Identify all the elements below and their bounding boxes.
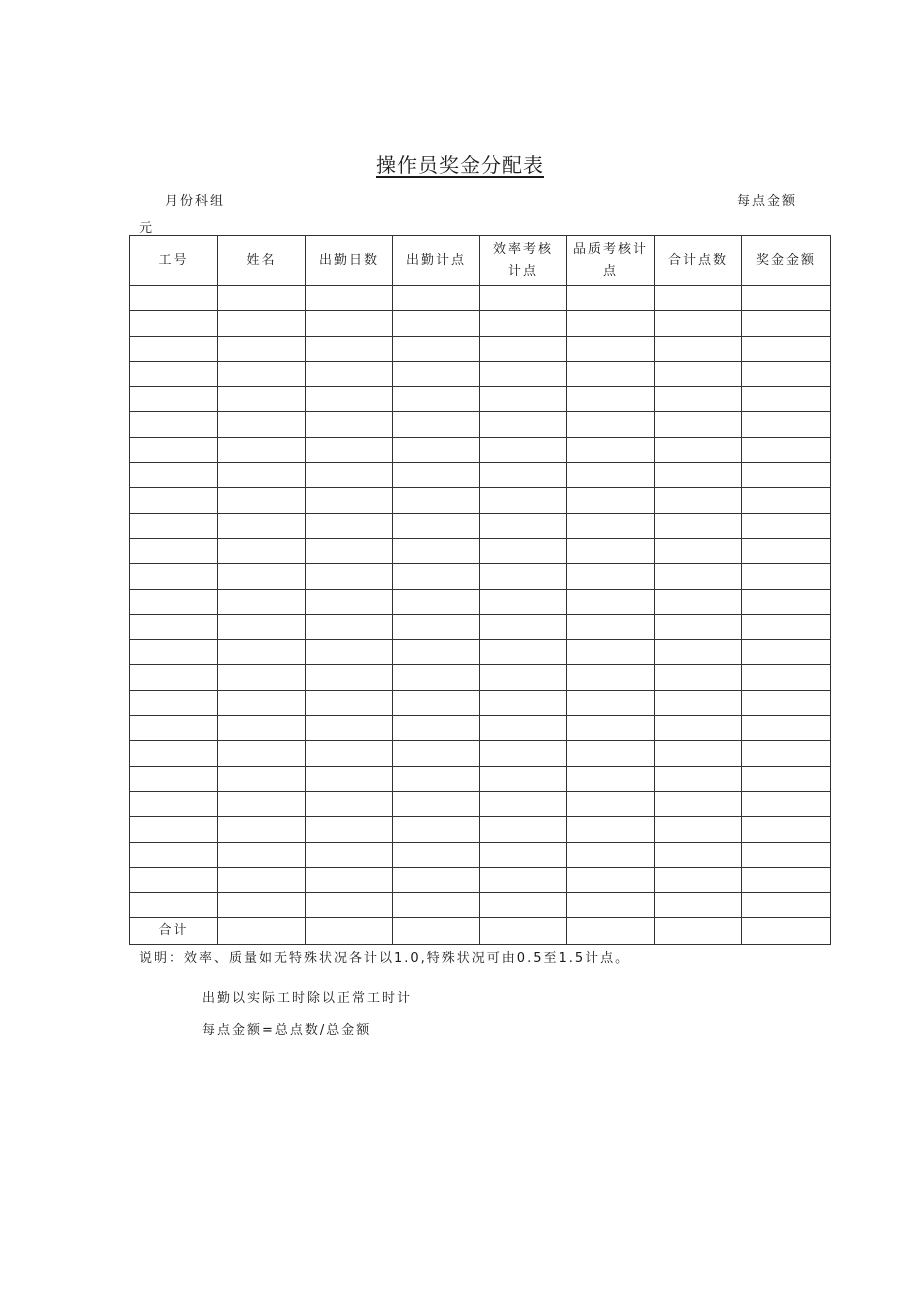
header-attendance-days: 出勤日数: [306, 236, 393, 286]
table-cell[interactable]: [655, 791, 742, 816]
table-cell[interactable]: [567, 361, 655, 386]
table-cell[interactable]: [480, 716, 567, 741]
table-cell[interactable]: [567, 918, 655, 945]
table-cell[interactable]: [218, 716, 306, 741]
table-cell[interactable]: [567, 488, 655, 513]
table-cell[interactable]: [742, 463, 831, 488]
table-cell[interactable]: [130, 614, 218, 639]
table-cell[interactable]: [393, 665, 480, 690]
table-cell[interactable]: [655, 614, 742, 639]
table-cell[interactable]: [567, 614, 655, 639]
table-cell[interactable]: [655, 437, 742, 462]
table-cell[interactable]: [130, 741, 218, 766]
month-group-label: 月份科组: [165, 194, 226, 209]
table-cell[interactable]: [306, 640, 393, 665]
table-cell[interactable]: [742, 614, 831, 639]
table-row: [130, 538, 831, 563]
table-cell[interactable]: [480, 817, 567, 842]
table-row: [130, 614, 831, 639]
table-cell[interactable]: [393, 589, 480, 614]
unit-label: 元: [139, 221, 155, 236]
table-cell[interactable]: [130, 640, 218, 665]
table-cell[interactable]: [655, 589, 742, 614]
table-cell[interactable]: [306, 817, 393, 842]
table-cell[interactable]: [218, 867, 306, 892]
table-cell[interactable]: [218, 463, 306, 488]
table-cell[interactable]: [130, 791, 218, 816]
header-quality-points: 品质考核计点: [567, 236, 655, 286]
table-cell[interactable]: [130, 513, 218, 538]
table-cell[interactable]: [480, 361, 567, 386]
table-cell[interactable]: [567, 286, 655, 311]
table-cell[interactable]: [393, 614, 480, 639]
table-cell[interactable]: [130, 665, 218, 690]
table-cell[interactable]: [130, 690, 218, 715]
table-cell[interactable]: [306, 361, 393, 386]
table-cell[interactable]: [655, 665, 742, 690]
table-cell[interactable]: [742, 640, 831, 665]
table-cell[interactable]: [567, 412, 655, 437]
table-cell[interactable]: [218, 817, 306, 842]
table-row: [130, 437, 831, 462]
table-cell[interactable]: [567, 665, 655, 690]
table-cell[interactable]: [306, 665, 393, 690]
table-cell[interactable]: [130, 564, 218, 589]
table-cell[interactable]: [130, 387, 218, 412]
table-cell[interactable]: [130, 336, 218, 361]
table-cell[interactable]: [393, 842, 480, 867]
table-cell[interactable]: [655, 488, 742, 513]
table-cell[interactable]: [393, 867, 480, 892]
table-cell[interactable]: [480, 766, 567, 791]
table-cell[interactable]: [655, 716, 742, 741]
table-row: [130, 741, 831, 766]
table-cell[interactable]: [130, 893, 218, 918]
table-cell[interactable]: [306, 791, 393, 816]
table-cell[interactable]: [306, 488, 393, 513]
table-cell[interactable]: [655, 640, 742, 665]
table-cell[interactable]: [742, 791, 831, 816]
header-bonus-amount: 奖金金额: [742, 236, 831, 286]
table-cell[interactable]: [655, 918, 742, 945]
table-cell[interactable]: [393, 893, 480, 918]
table-cell[interactable]: [130, 538, 218, 563]
table-cell[interactable]: [742, 690, 831, 715]
table-cell[interactable]: [742, 741, 831, 766]
note-line-2: 出勤以实际工时除以正常工时计: [202, 991, 413, 1006]
table-cell[interactable]: [393, 412, 480, 437]
table-cell[interactable]: [742, 564, 831, 589]
table-cell[interactable]: [480, 463, 567, 488]
table-cell[interactable]: [393, 918, 480, 945]
table-cell[interactable]: [218, 564, 306, 589]
table-cell[interactable]: [130, 463, 218, 488]
table-cell[interactable]: [742, 286, 831, 311]
table-cell[interactable]: [130, 766, 218, 791]
table-cell[interactable]: [655, 538, 742, 563]
table-cell[interactable]: [393, 336, 480, 361]
table-cell[interactable]: [567, 817, 655, 842]
table-cell[interactable]: [306, 513, 393, 538]
table-row: [130, 488, 831, 513]
table-cell[interactable]: [480, 311, 567, 336]
table-cell[interactable]: [655, 690, 742, 715]
table-cell[interactable]: [393, 488, 480, 513]
table-cell[interactable]: [567, 791, 655, 816]
table-row: [130, 311, 831, 336]
table-cell[interactable]: [742, 665, 831, 690]
table-cell[interactable]: [742, 488, 831, 513]
table-cell[interactable]: [393, 741, 480, 766]
table-cell[interactable]: [742, 589, 831, 614]
table-cell[interactable]: [218, 589, 306, 614]
table-cell[interactable]: [306, 918, 393, 945]
table-cell[interactable]: [306, 589, 393, 614]
table-cell[interactable]: [480, 640, 567, 665]
header-total-points: 合计点数: [655, 236, 742, 286]
table-cell[interactable]: [218, 741, 306, 766]
table-row: [130, 336, 831, 361]
table-cell[interactable]: [655, 513, 742, 538]
table-cell[interactable]: [393, 387, 480, 412]
table-cell[interactable]: [567, 690, 655, 715]
table-cell[interactable]: [742, 538, 831, 563]
table-cell[interactable]: [218, 361, 306, 386]
table-cell[interactable]: [655, 463, 742, 488]
total-label: 合计: [130, 918, 218, 945]
table-cell[interactable]: [567, 336, 655, 361]
table-cell[interactable]: [218, 665, 306, 690]
table-cell[interactable]: [480, 741, 567, 766]
table-cell[interactable]: [567, 842, 655, 867]
table-cell[interactable]: [655, 817, 742, 842]
table-cell[interactable]: [655, 361, 742, 386]
table-cell[interactable]: [218, 311, 306, 336]
table-cell[interactable]: [480, 336, 567, 361]
table-cell[interactable]: [742, 766, 831, 791]
table-cell[interactable]: [218, 690, 306, 715]
table-cell[interactable]: [742, 412, 831, 437]
table-cell[interactable]: [480, 665, 567, 690]
table-cell[interactable]: [480, 387, 567, 412]
table-cell[interactable]: [218, 791, 306, 816]
table-cell[interactable]: [393, 311, 480, 336]
table-row: [130, 387, 831, 412]
table-row: [130, 842, 831, 867]
table-cell[interactable]: [306, 286, 393, 311]
table-cell[interactable]: [393, 766, 480, 791]
table-cell[interactable]: [306, 741, 393, 766]
table-cell[interactable]: [218, 387, 306, 412]
table-cell[interactable]: [393, 817, 480, 842]
table-cell[interactable]: [655, 893, 742, 918]
table-row: [130, 286, 831, 311]
table-cell[interactable]: [567, 564, 655, 589]
table-cell[interactable]: [306, 766, 393, 791]
table-cell[interactable]: [742, 918, 831, 945]
table-row: [130, 791, 831, 816]
table-cell[interactable]: [655, 766, 742, 791]
table-cell[interactable]: [218, 336, 306, 361]
table-row: [130, 589, 831, 614]
table-cell[interactable]: [655, 867, 742, 892]
table-row: [130, 513, 831, 538]
header-attendance-points: 出勤计点: [393, 236, 480, 286]
table-cell[interactable]: [655, 842, 742, 867]
table-cell[interactable]: [480, 538, 567, 563]
table-cell[interactable]: [218, 286, 306, 311]
table-cell[interactable]: [393, 361, 480, 386]
table-cell[interactable]: [742, 437, 831, 462]
table-cell[interactable]: [130, 437, 218, 462]
table-cell[interactable]: [567, 387, 655, 412]
table-cell[interactable]: [480, 589, 567, 614]
table-cell[interactable]: [655, 387, 742, 412]
table-cell[interactable]: [567, 716, 655, 741]
table-cell[interactable]: [218, 893, 306, 918]
table-cell[interactable]: [480, 842, 567, 867]
note-line-1: 说明：效率、质量如无特殊状况各计以1.0,特殊状况可由0.5至1.5计点。: [139, 951, 631, 966]
table-cell[interactable]: [567, 463, 655, 488]
table-cell[interactable]: [393, 716, 480, 741]
table-cell[interactable]: [306, 614, 393, 639]
table-cell[interactable]: [306, 564, 393, 589]
table-cell[interactable]: [306, 716, 393, 741]
table-cell[interactable]: [393, 640, 480, 665]
table-cell[interactable]: [306, 690, 393, 715]
table-cell[interactable]: [130, 716, 218, 741]
table-row: [130, 463, 831, 488]
table-cell[interactable]: [130, 361, 218, 386]
table-cell[interactable]: [130, 867, 218, 892]
table-body: [130, 286, 831, 918]
table-cell[interactable]: [742, 716, 831, 741]
table-row: [130, 412, 831, 437]
table-cell[interactable]: [480, 867, 567, 892]
table-row: [130, 893, 831, 918]
table-cell[interactable]: [655, 336, 742, 361]
table-row: [130, 817, 831, 842]
table-cell[interactable]: [130, 589, 218, 614]
table-cell[interactable]: [306, 437, 393, 462]
table-cell[interactable]: [218, 513, 306, 538]
table-cell[interactable]: [218, 640, 306, 665]
table-cell[interactable]: [655, 564, 742, 589]
table-row: [130, 766, 831, 791]
table-cell[interactable]: [567, 766, 655, 791]
table-cell[interactable]: [130, 286, 218, 311]
table-cell[interactable]: [480, 791, 567, 816]
table-cell[interactable]: [218, 842, 306, 867]
table-total-row: [130, 918, 831, 945]
table-cell[interactable]: [567, 538, 655, 563]
table-cell[interactable]: [567, 867, 655, 892]
table-cell[interactable]: [567, 893, 655, 918]
table-cell[interactable]: [393, 791, 480, 816]
table-cell[interactable]: [306, 412, 393, 437]
table-cell[interactable]: [218, 412, 306, 437]
table-cell[interactable]: [306, 893, 393, 918]
table-cell[interactable]: [480, 488, 567, 513]
table-cell[interactable]: [218, 614, 306, 639]
table-cell[interactable]: [393, 538, 480, 563]
table-cell[interactable]: [655, 286, 742, 311]
document-title: 操作员奖金分配表: [376, 153, 544, 177]
table-cell[interactable]: [130, 412, 218, 437]
table-cell[interactable]: [480, 614, 567, 639]
table-cell[interactable]: [130, 311, 218, 336]
table-cell[interactable]: [393, 437, 480, 462]
table-cell[interactable]: [306, 538, 393, 563]
table-cell[interactable]: [306, 842, 393, 867]
table-cell[interactable]: [742, 842, 831, 867]
header-name: 姓名: [218, 236, 306, 286]
table-row: [130, 665, 831, 690]
table-cell[interactable]: [742, 817, 831, 842]
table-cell[interactable]: [742, 336, 831, 361]
table-row: [130, 640, 831, 665]
table-cell[interactable]: [567, 640, 655, 665]
table-cell[interactable]: [480, 564, 567, 589]
table-cell[interactable]: [480, 893, 567, 918]
header-employee-id: 工号: [130, 236, 218, 286]
table-cell[interactable]: [393, 513, 480, 538]
table-row: [130, 361, 831, 386]
table-cell[interactable]: [306, 387, 393, 412]
table-cell[interactable]: [306, 336, 393, 361]
table-cell[interactable]: [218, 437, 306, 462]
bonus-distribution-table: [129, 235, 831, 945]
table-cell[interactable]: [130, 817, 218, 842]
table-cell[interactable]: [742, 867, 831, 892]
table-cell[interactable]: [742, 311, 831, 336]
table-cell[interactable]: [742, 513, 831, 538]
table-cell[interactable]: [655, 311, 742, 336]
table-cell[interactable]: [567, 741, 655, 766]
table-cell[interactable]: [480, 412, 567, 437]
table-cell[interactable]: [742, 387, 831, 412]
table-cell[interactable]: [480, 286, 567, 311]
table-row: [130, 867, 831, 892]
table-cell[interactable]: [567, 589, 655, 614]
table-cell[interactable]: [655, 412, 742, 437]
table-cell[interactable]: [567, 437, 655, 462]
table-cell[interactable]: [480, 513, 567, 538]
table-cell[interactable]: [480, 918, 567, 945]
table-cell[interactable]: [130, 488, 218, 513]
table-cell[interactable]: [218, 488, 306, 513]
table-cell[interactable]: [567, 513, 655, 538]
table-cell[interactable]: [218, 538, 306, 563]
table-cell[interactable]: [393, 463, 480, 488]
per-point-amount-label: 每点金额: [737, 194, 798, 209]
table-cell[interactable]: [393, 286, 480, 311]
table-cell[interactable]: [742, 893, 831, 918]
note-line-3: 每点金额=总点数/总金额: [202, 1023, 372, 1038]
table-cell[interactable]: [306, 463, 393, 488]
table-row: [130, 564, 831, 589]
table-cell[interactable]: [218, 766, 306, 791]
table-cell[interactable]: [567, 311, 655, 336]
table-header-row: [130, 236, 831, 286]
table-cell[interactable]: [218, 918, 306, 945]
table-row: [130, 690, 831, 715]
table-row: [130, 716, 831, 741]
table-cell[interactable]: [393, 564, 480, 589]
table-cell[interactable]: [393, 690, 480, 715]
header-efficiency-points: 效率考核计点: [480, 236, 567, 286]
table-cell[interactable]: [742, 361, 831, 386]
table-cell[interactable]: [480, 690, 567, 715]
table-cell[interactable]: [655, 741, 742, 766]
table-cell[interactable]: [480, 437, 567, 462]
table-cell[interactable]: [306, 311, 393, 336]
table-cell[interactable]: [130, 842, 218, 867]
table-cell[interactable]: [306, 867, 393, 892]
